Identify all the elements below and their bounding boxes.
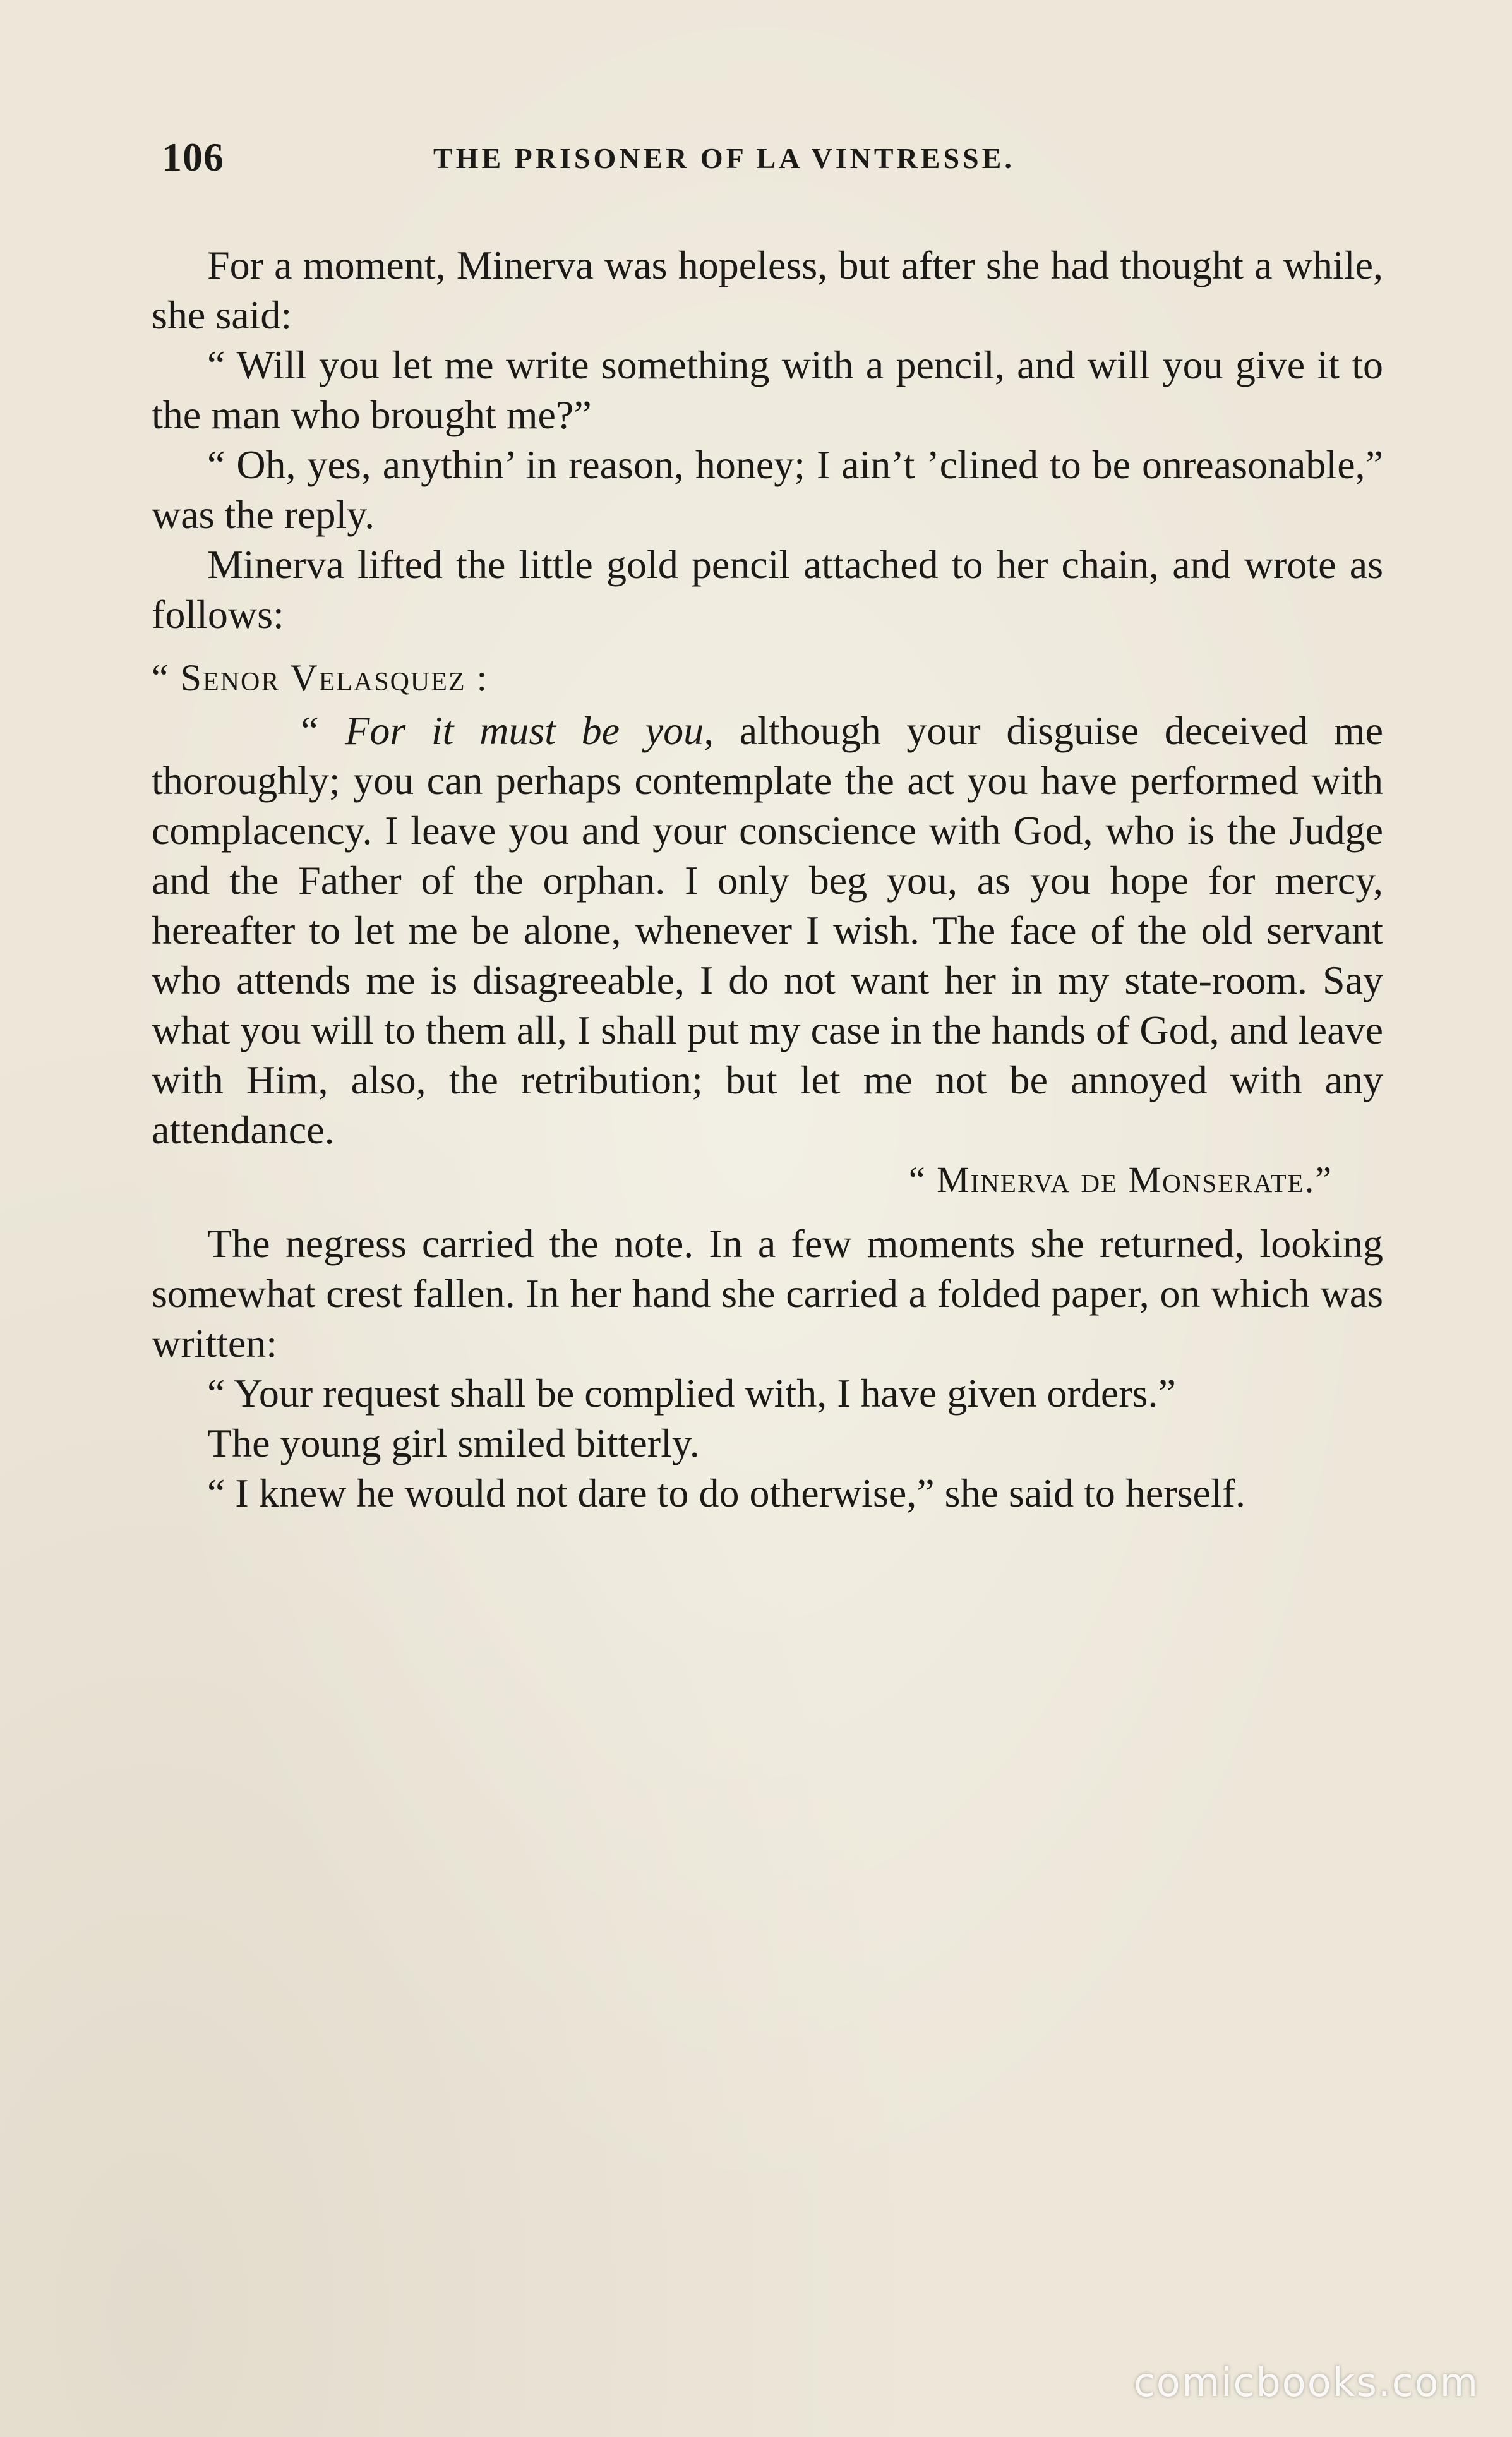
page-body <box>152 240 1383 1518</box>
paragraph: Minerva lifted the little gold pencil attached to her chain, and wrote as follows: <box>152 542 1383 637</box>
page-header <box>162 134 1381 184</box>
letter-text: although your disguise deceived me thoroughly; you can perhaps contemplate the act you have performed with complacency. I leave you and your conscience with God, who is the Judge and the Father of the orphan. I only beg you, as you hope for mercy, hereafter to let me be alone, whenever I wish. The face of the old servant who attends me is disagreeable, I do not want her in my state-room. Say what you will to them all, I shall put my case in the hands of God, and leave with Him, also, the retribution; but let me not be annoyed with any attendance. <box>152 708 1383 1152</box>
paragraph: “ Oh, yes, anythin’ in reason, honey; I ain’t ’clined to be onreasonable,” was the reply. <box>152 442 1383 537</box>
letter-body <box>152 706 1383 1205</box>
paragraph: “ Your request shall be complied with, I have given orders.” <box>207 1371 1176 1416</box>
paragraph: For a moment, Minerva was hopeless, but after she had thought a while, she said: <box>152 243 1383 337</box>
paragraph: “ I knew he would not dare to do otherwise,” she said to herself. <box>207 1471 1245 1515</box>
letter-paragraph <box>152 706 1383 1155</box>
letter-opening: “ For it must be you, <box>297 708 714 753</box>
letter-signature: “ Minerva de Monserate.” <box>908 1159 1333 1200</box>
running-title: THE PRISONER OF LA VINTRESSE. <box>433 142 1015 174</box>
letter-salutation: “ Senor Velasquez : <box>152 657 489 699</box>
paragraph: The negress carried the note. In a few moments she returned, looking somewhat crest fallen. In her hand she carried a folded paper, on which was written: <box>152 1221 1383 1366</box>
page-number: 106 <box>162 135 224 179</box>
paragraph: “ Will you let me write something with a pencil, and will you give it to the man who brought me?” <box>152 342 1383 437</box>
paragraph: The young girl smiled bitterly. <box>207 1421 700 1465</box>
watermark: comicbooks.com <box>1133 2359 1479 2405</box>
